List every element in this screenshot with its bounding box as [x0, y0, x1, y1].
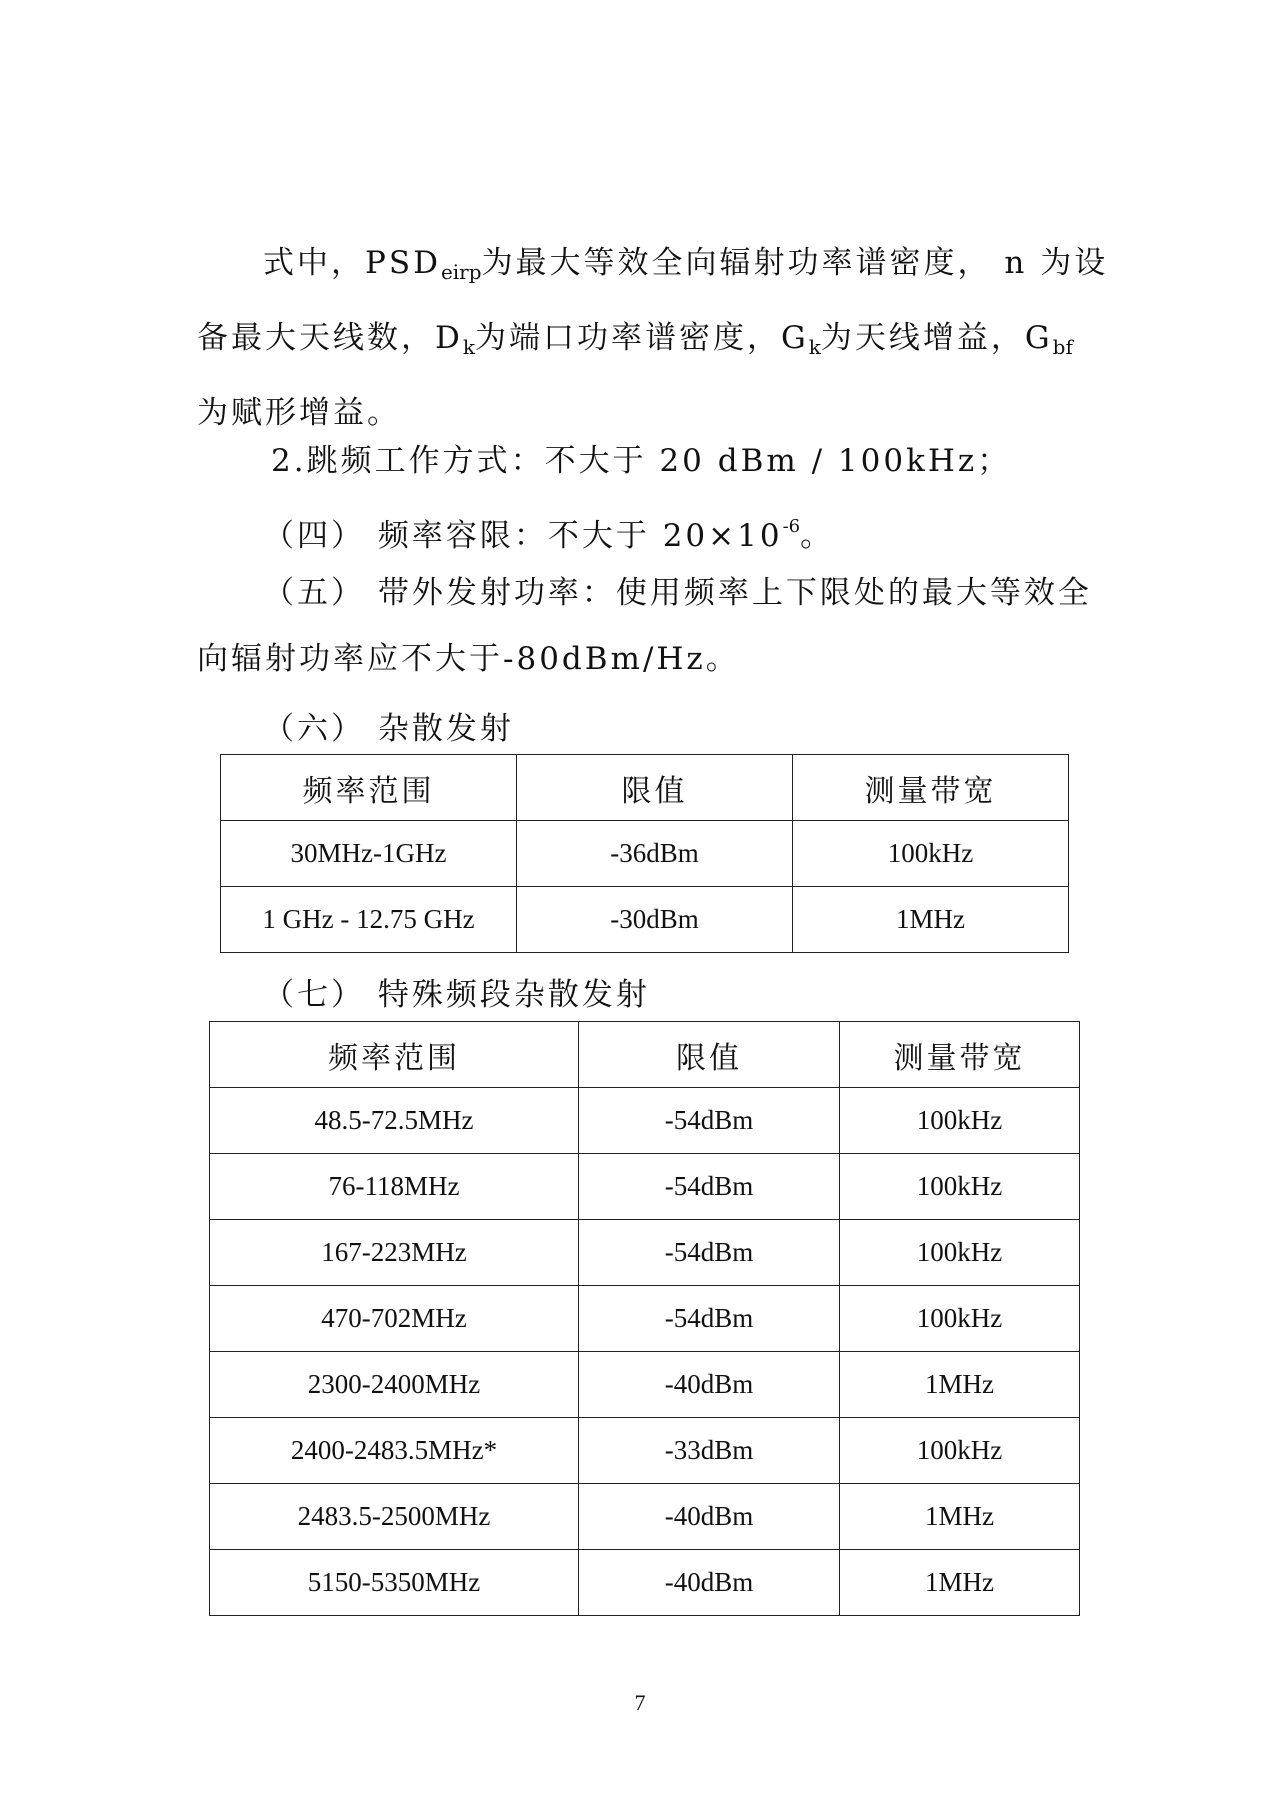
cell-bandwidth: 1MHz	[793, 887, 1069, 953]
cell-limit: -33dBm	[579, 1418, 840, 1484]
cell-limit: -30dBm	[517, 887, 793, 953]
cell-bandwidth: 100kHz	[840, 1418, 1080, 1484]
cell-frequency-range: 470-702MHz	[210, 1286, 579, 1352]
cell-limit: -54dBm	[579, 1286, 840, 1352]
cell-frequency-range: 2483.5-2500MHz	[210, 1484, 579, 1550]
cell-limit: -40dBm	[579, 1352, 840, 1418]
header-limit: 限值	[517, 755, 793, 821]
table-row	[221, 821, 1069, 887]
cell-frequency-range: 5150-5350MHz	[210, 1550, 579, 1616]
page-number: 7	[634, 1690, 646, 1715]
table-row	[210, 1484, 1080, 1550]
table-row	[210, 1154, 1080, 1220]
cell-frequency-range: 2400-2483.5MHz*	[210, 1418, 579, 1484]
cell-bandwidth: 1MHz	[840, 1550, 1080, 1616]
cell-limit: -40dBm	[579, 1550, 840, 1616]
table-header-row	[210, 1022, 1080, 1088]
cell-frequency-range: 48.5-72.5MHz	[210, 1088, 579, 1154]
out-of-band-paragraph: （五） 带外发射功率：使用频率上下限处的最大等效全 向辐射功率应不大于-80dBm/Hz。	[197, 575, 1092, 677]
cell-frequency-range: 30MHz-1GHz	[221, 821, 517, 887]
spurious-heading: （六） 杂散发射	[263, 711, 514, 747]
table-row	[210, 1220, 1080, 1286]
cell-frequency-range: 2300-2400MHz	[210, 1352, 579, 1418]
cell-bandwidth: 100kHz	[840, 1220, 1080, 1286]
cell-bandwidth: 100kHz	[793, 821, 1069, 887]
cell-limit: -54dBm	[579, 1154, 840, 1220]
spurious-emission-table	[220, 754, 1069, 953]
frequency-tolerance-line: （四） 频率容限：不大于 $20\times 10^{-6}$。	[263, 516, 835, 554]
cell-limit: -54dBm	[579, 1088, 840, 1154]
cell-frequency-range: 76-118MHz	[210, 1154, 579, 1220]
table-row	[210, 1088, 1080, 1154]
cell-limit: -40dBm	[579, 1484, 840, 1550]
table-row	[210, 1352, 1080, 1418]
cell-bandwidth: 1MHz	[840, 1484, 1080, 1550]
header-measurement-bandwidth: 测量带宽	[793, 755, 1069, 821]
cell-limit: -54dBm	[579, 1220, 840, 1286]
cell-bandwidth: 100kHz	[840, 1286, 1080, 1352]
cell-frequency-range: 1 GHz - 12.75 GHz	[221, 887, 517, 953]
table-header-row	[221, 755, 1069, 821]
table-row	[210, 1418, 1080, 1484]
table-row	[210, 1286, 1080, 1352]
cell-bandwidth: 100kHz	[840, 1154, 1080, 1220]
cell-bandwidth: 1MHz	[840, 1352, 1080, 1418]
table-row	[221, 887, 1069, 953]
cell-limit: -36dBm	[517, 821, 793, 887]
hopping-mode-line: 2.跳频工作方式：不大于 20 dBm / 100kHz；	[271, 443, 1012, 479]
special-band-heading: （七） 特殊频段杂散发射	[263, 977, 650, 1013]
header-frequency-range: 频率范围	[221, 755, 517, 821]
formula-explanation-paragraph: 式中，$PSD_{eirp}$为最大等效全向辐射功率谱密度， n 为设 备最大天线数，$D_k$为端口功率谱密度，$G_k$为天线增益，$G_{bf}$ 为赋形增益。	[197, 245, 1109, 431]
cell-bandwidth: 100kHz	[840, 1088, 1080, 1154]
cell-frequency-range: 167-223MHz	[210, 1220, 579, 1286]
special-band-spurious-table	[209, 1021, 1080, 1616]
header-frequency-range: 频率范围	[210, 1022, 579, 1088]
table-row	[210, 1550, 1080, 1616]
header-limit: 限值	[579, 1022, 840, 1088]
header-measurement-bandwidth: 测量带宽	[840, 1022, 1080, 1088]
